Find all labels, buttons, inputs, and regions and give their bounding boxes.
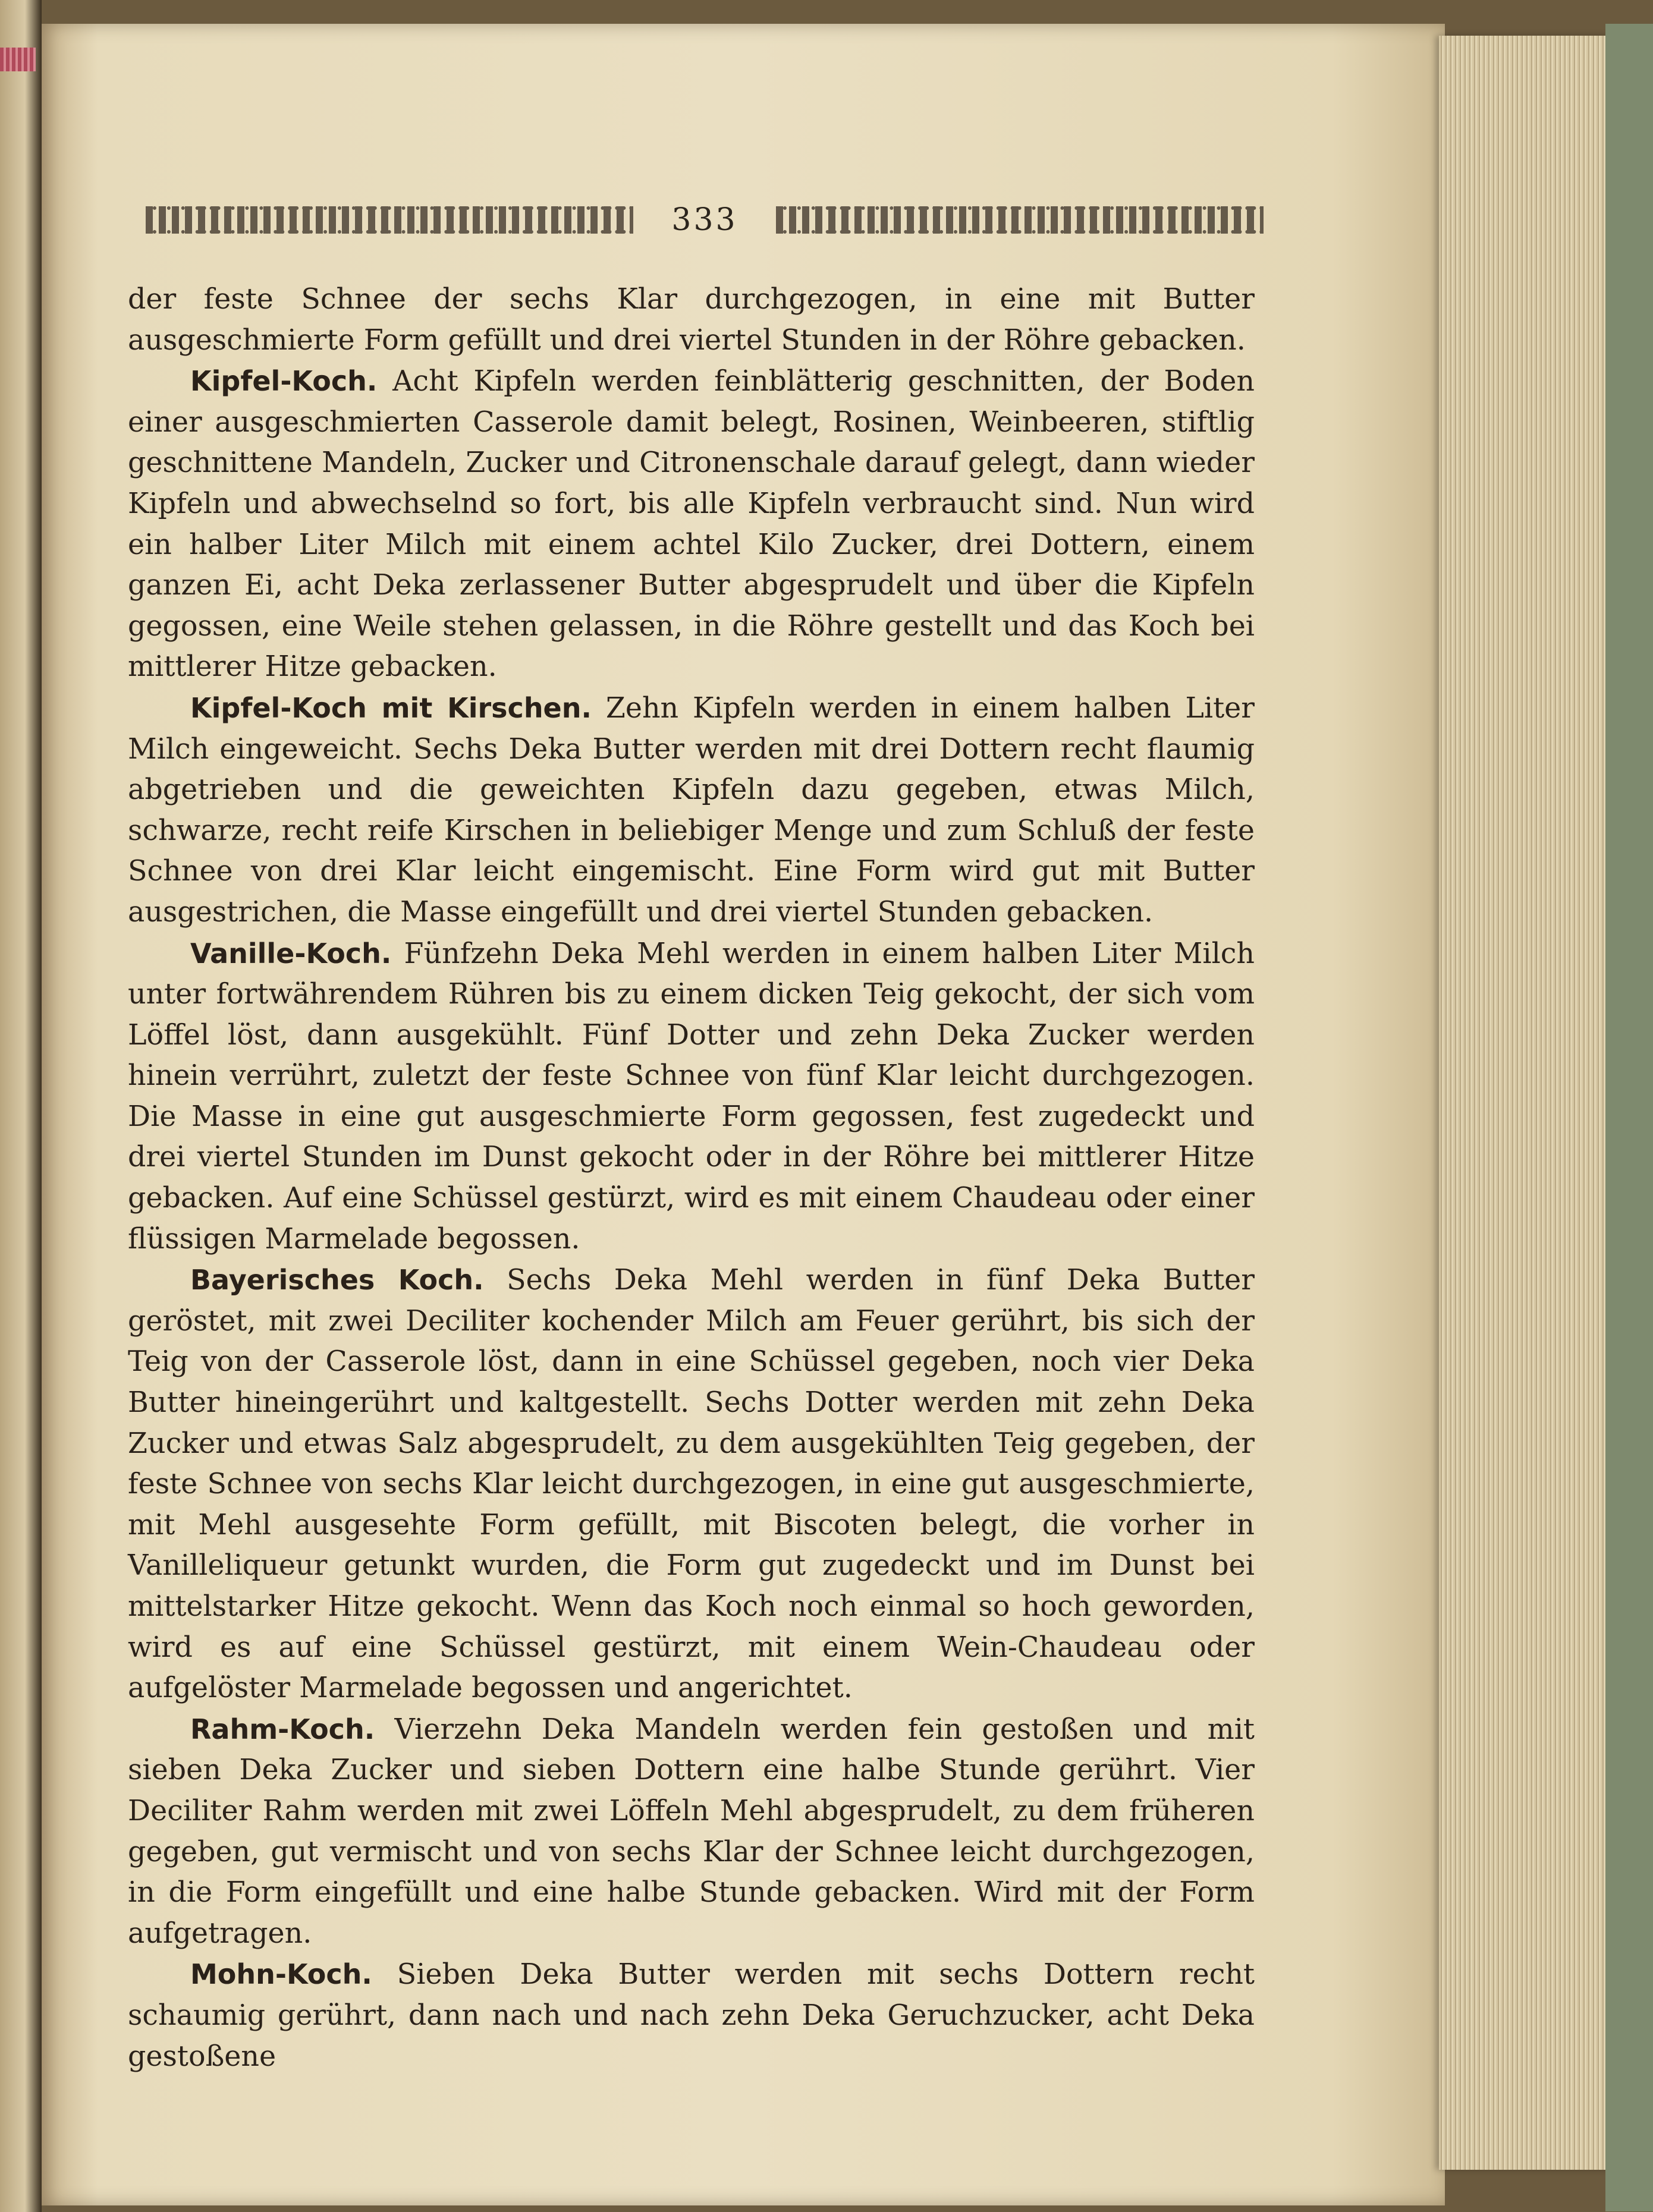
intro-paragraph: der feste Schnee der sechs Klar durchgezogen, in eine mit Butter ausgeschmierte Form gefüllt und drei viertel Stunden in der Röhre gebacken. bbox=[128, 283, 1255, 357]
recipe-text: Sieben Deka Butter werden mit sechs Dottern recht schaumig gerührt, dann nach und nach zehn Deka Geruchzucker, acht Deka gestoßene bbox=[128, 1958, 1255, 2073]
page-text bbox=[128, 279, 1255, 2073]
recipe-kipfel-koch-kirschen bbox=[128, 688, 1255, 933]
recipe-title: Vanille-Koch. bbox=[190, 937, 392, 970]
recipe-kipfel-koch bbox=[128, 361, 1255, 688]
facing-page-edge bbox=[0, 0, 42, 2212]
header-ornament-left bbox=[146, 206, 633, 234]
recipe-bayerisches-koch bbox=[128, 1260, 1255, 1709]
page-edges bbox=[1439, 36, 1611, 2170]
page-number: 333 bbox=[671, 202, 738, 238]
recipe-text: Zehn Kipfeln werden in einem halben Liter Milch eingeweicht. Sechs Deka Butter werden mit drei Dottern recht flaumig abgetrieben und die geweichten Kipfeln dazu gegeben, etwas Milch, schwarze, recht reife Kirschen in beliebiger Menge und zum Schluß der feste Schnee von drei Klar leicht eingemischt. Eine Form wird gut mit Butter ausgestrichen, die Masse eingefüllt und drei viertel Stunden gebacken. bbox=[128, 691, 1255, 929]
recipe-mohn-koch bbox=[128, 1954, 1255, 2077]
book-cover bbox=[1605, 24, 1653, 2211]
recipe-rahm-koch bbox=[128, 1709, 1255, 1955]
recipe-title: Rahm-Koch. bbox=[190, 1713, 375, 1745]
header-ornament-right bbox=[776, 206, 1264, 234]
recipe-title: Kipfel-Koch. bbox=[190, 365, 378, 398]
recipe-text: Sechs Deka Mehl werden in fünf Deka Butter geröstet, mit zwei Deciliter kochender Milch am Feuer gerührt, bis sich der Teig von der Casserole löst, dann in eine Schüssel gegeben, noch vier Deka Butter hineingerührt und kaltgestellt. Sechs Dotter werden mit zehn Deka Zucker und etwas Salz abgesprudelt, zu dem ausgekühlten Teig gegeben, der feste Schnee von sechs Klar leicht durchgezogen, in eine gut ausgeschmierte, mit Mehl ausgesehte Form gefüllt, mit Biscoten belegt, die vorher in Vanilleliqueur getunkt wurden, die Form gut zugedeckt und im Dunst bei mittelstarker Hitze gekocht. Wenn das Koch noch einmal so hoch geworden, wird es auf eine Schüssel gestürzt, mit einem Wein-Chaudeau oder aufgelöster Marmelade begossen und angerichtet. bbox=[128, 1264, 1255, 1705]
recipe-text: Fünfzehn Deka Mehl werden in einem halben Liter Milch unter fortwährendem Rühren bis zu einem dicken Teig gekocht, der sich vom Löffel löst, dann ausgekühlt. Fünf Dotter und zehn Deka Zucker werden hinein verrührt, zuletzt der feste Schnee von fünf Klar leicht durchgezogen. Die Masse in eine gut ausgeschmierte Form gegossen, fest zugedeckt und drei viertel Stunden im Dunst gekocht oder in der Röhre bei mittlerer Hitze gebacken. Auf eine Schüssel gestürzt, wird es mit einem Chaudeau oder einer flüssigen Marmelade begossen. bbox=[128, 937, 1255, 1256]
recipe-text: Vierzehn Deka Mandeln werden fein gestoßen und mit sieben Deka Zucker und sieben Dottern eine halbe Stunde gerührt. Vier Deciliter Rahm werden mit zwei Löffeln Mehl abgesprudelt, zu dem früheren gegeben, gut vermischt und von sechs Klar der Schnee leicht durchgezogen, in die Form eingefüllt und eine halbe Stunde gebacken. Wird mit der Form aufgetragen. bbox=[128, 1713, 1255, 1950]
recipe-title: Mohn-Koch. bbox=[190, 1958, 372, 1991]
recipe-title: Bayerisches Koch. bbox=[190, 1264, 484, 1297]
recipe-title: Kipfel-Koch mit Kirschen. bbox=[190, 691, 592, 724]
recipe-vanille-koch bbox=[128, 933, 1255, 1260]
page-header bbox=[146, 196, 1264, 244]
recipe-text: Acht Kipfeln werden feinblätterig geschnitten, der Boden einer ausgeschmierten Casserole damit belegt, Rosinen, Weinbeeren, stiftlig geschnittene Mandeln, Zucker und Citronenschale darauf gelegt, dann wieder Kipfeln und abwechselnd so fort, bis alle Kipfeln verbraucht sind. Nun wird ein halber Liter Milch mit einem achtel Kilo Zucker, drei Dottern, einem ganzen Ei, acht Deka zerlassener Butter abgesprudelt und über die Kipfeln gegossen, eine Weile stehen gelassen, in die Röhre gestellt und das Koch bei mittlerer Hitze gebacken. bbox=[128, 365, 1255, 684]
binding-cloth bbox=[0, 48, 36, 71]
